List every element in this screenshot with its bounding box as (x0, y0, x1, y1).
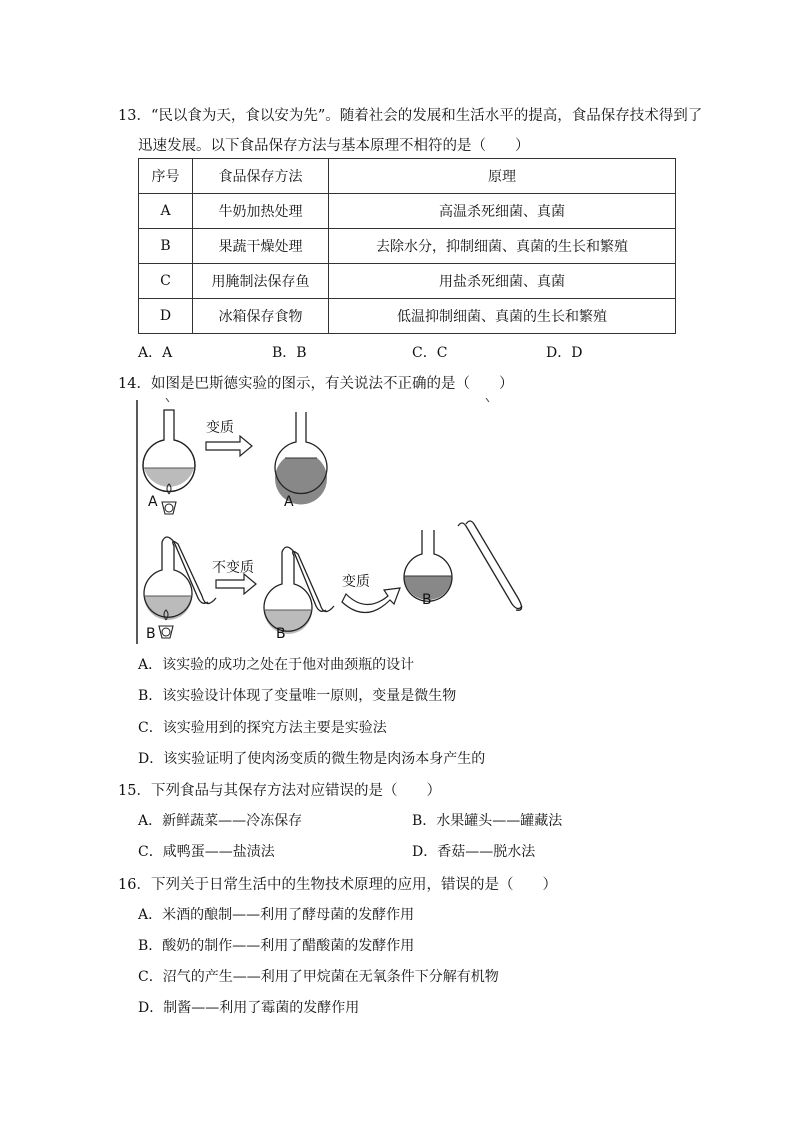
table-cell: 冰箱保存食物 (193, 299, 329, 334)
q13-option-d[interactable]: D．D (546, 345, 583, 361)
q13-stem-line1: 13．“民以食为天，食以安为先”。随着社会的发展和生活水平的提高，食品保存技术得到了 (118, 108, 703, 124)
table-cell: 高温杀死细菌、真菌 (329, 194, 676, 229)
table-row (139, 229, 676, 264)
q16-option-c[interactable]: C．沼气的产生——利用了甲烷菌在无氧条件下分解有机物 (138, 969, 499, 985)
figure-mark (166, 398, 169, 402)
table-cell: D (139, 299, 193, 334)
table-row (139, 194, 676, 229)
flask-a-spoiled (271, 412, 327, 504)
table-cell: 果蔬干燥处理 (193, 229, 329, 264)
q15-option-b[interactable]: B．水果罐头——罐藏法 (412, 813, 563, 829)
label-spoil: 变质 (206, 420, 234, 436)
table-cell: 低温抑制细菌、真菌的生长和繁殖 (329, 299, 676, 334)
table-header-cell: 序号 (139, 159, 193, 194)
table-cell: 牛奶加热处理 (193, 194, 329, 229)
q16-option-a[interactable]: A．米酒的酿制——利用了酵母菌的发酵作用 (138, 907, 415, 923)
q14-option-a[interactable]: A．该实验的成功之处在于他对曲颈瓶的设计 (138, 657, 415, 673)
table-cell: B (139, 229, 193, 264)
table-cell: A (139, 194, 193, 229)
arrow-right-icon (206, 436, 252, 456)
flask-a-heated (143, 410, 195, 492)
curved-arrow-icon (342, 588, 400, 613)
q15-option-c[interactable]: C．咸鸭蛋——盐渍法 (138, 844, 275, 860)
table-cell: 去除水分，抑制细菌、真菌的生长和繁殖 (329, 229, 676, 264)
arrow-right-icon (216, 574, 256, 594)
q13-option-a[interactable]: A．A (138, 345, 173, 361)
swan-neck-flask-b-fresh (264, 547, 334, 634)
q13-stem-line2: 迅速发展。以下食品保存方法与基本原理不相符的是（ ） (138, 138, 530, 154)
q15-stem: 15．下列食品与其保存方法对应错误的是（ ） (118, 783, 441, 799)
q14-option-c[interactable]: C．该实验用到的探究方法主要是实验法 (138, 720, 387, 736)
q16-option-b[interactable]: B．酸奶的制作——利用了醋酸菌的发酵作用 (138, 938, 415, 954)
q15-option-d[interactable]: D．香菇——脱水法 (412, 844, 536, 860)
q16-stem: 16．下列关于日常生活中的生物技术原理的应用，错误的是（ ） (118, 877, 557, 893)
flask-b-broken-label: B (422, 592, 432, 608)
table-row (139, 299, 676, 334)
table-header-row (139, 159, 676, 194)
q16-option-d[interactable]: D．制酱——利用了霉菌的发酵作用 (138, 1000, 360, 1016)
flask-b-label: B (146, 626, 156, 642)
q14-option-d[interactable]: D．该实验证明了使肉汤变质的微生物是肉汤本身产生的 (138, 751, 486, 767)
detached-neck-tube (458, 521, 522, 610)
table-cell: C (139, 264, 193, 299)
swan-neck-flask-b-heated (144, 537, 216, 620)
table-row (139, 264, 676, 299)
label-not-spoil: 不变质 (212, 560, 254, 576)
table-cell: 用腌制法保存鱼 (193, 264, 329, 299)
q14-option-b[interactable]: B．该实验设计体现了变量唯一原则，变量是微生物 (138, 688, 457, 704)
figure-mark (486, 398, 489, 402)
table-header-cell: 原理 (329, 159, 676, 194)
table-header-cell: 食品保存方法 (193, 159, 329, 194)
q13-option-b[interactable]: B．B (272, 345, 307, 361)
label-spoil-2: 变质 (342, 574, 370, 590)
q13-table (138, 158, 676, 334)
q13-option-c[interactable]: C．C (412, 345, 448, 361)
table-cell: 用盐杀死细菌、真菌 (329, 264, 676, 299)
flask-b-result-label: B (276, 626, 286, 642)
q14-stem: 14．如图是巴斯德实验的图示，有关说法不正确的是（ ） (118, 376, 514, 392)
flask-a-result-label: A (284, 494, 294, 510)
flask-a-label: A (148, 494, 158, 510)
pasteur-experiment-diagram (136, 398, 526, 646)
flask-b-broken-spoiled (404, 530, 452, 601)
q15-option-a[interactable]: A．新鲜蔬菜——冷冻保存 (138, 813, 303, 829)
